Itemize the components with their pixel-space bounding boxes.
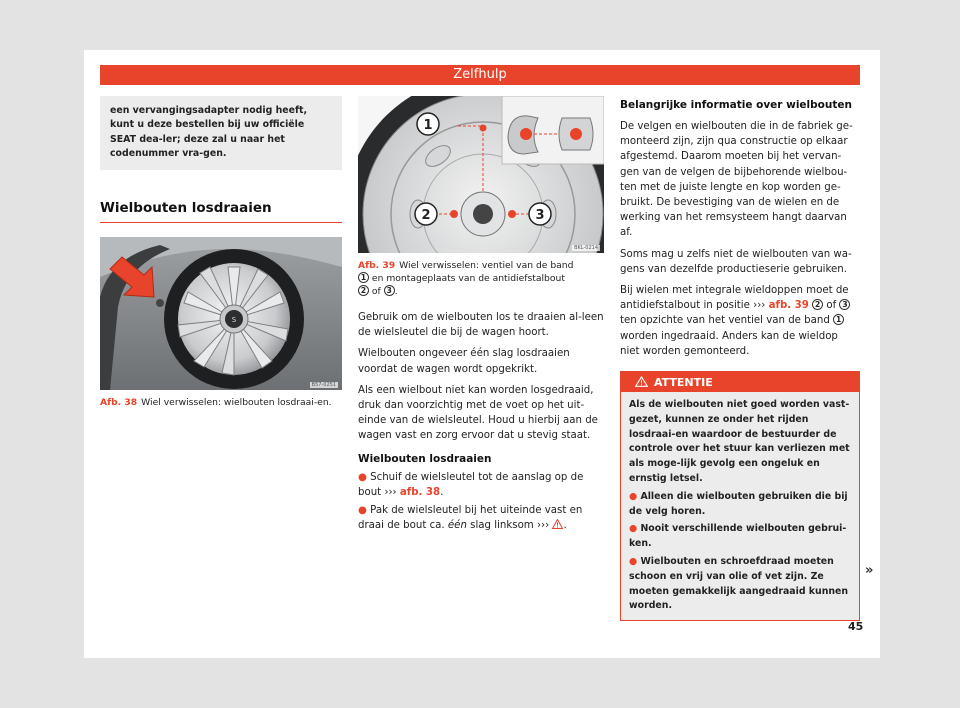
figure-code: B57-0251 xyxy=(311,381,336,388)
callout-3: 3 xyxy=(839,299,850,310)
warning-header xyxy=(621,372,859,392)
note-box: een vervangingsadapter nodig heeft, kunt u deze bestellen bij uw officiële SEAT dea-ler; deze zal u naar het codenummer vra-gen. xyxy=(100,96,342,170)
paragraph-text: worden ingedraaid. Anders kan de wieldop niet worden gemonteerd. xyxy=(620,330,838,357)
figure-label: Afb. 39 xyxy=(358,260,396,271)
paragraph: Wielbouten ongeveer één slag losdraaien voordat de wagen wordt opgekrikt. xyxy=(358,348,570,375)
section-title: Wielbouten losdraaien xyxy=(100,200,342,223)
warning-body xyxy=(621,392,859,620)
figure-code: BKL-0214 xyxy=(574,245,598,251)
reference-arrows: ››› xyxy=(384,486,397,498)
bullet-icon: ● xyxy=(358,471,367,483)
caption-text: Wiel verwisselen: wielbouten losdraai-en. xyxy=(141,396,332,408)
list-item: ● Pak de wielsleutel bij het uiteinde vast en draai de bout ca. één slag linksom ››› . xyxy=(358,505,583,532)
warning-item-text: Wielbouten en schroefdraad moeten schoon en vrij van olie of vet zijn. Ze moeten gemakkelijk aangedraaid kunnen worden. xyxy=(629,556,849,612)
wheel-photo-illustration xyxy=(100,237,342,390)
reference-arrows: ››› xyxy=(753,300,766,312)
figure-label: Afb. 38 xyxy=(100,396,138,408)
paragraph: Soms mag u zelfs niet de wielbouten van wa-gens van dezelfde productieserie gebruiken. xyxy=(620,248,852,275)
warning-item xyxy=(629,490,853,520)
bullet-icon: ● xyxy=(358,505,367,517)
warning-item xyxy=(629,522,853,552)
callout-3: 3 xyxy=(384,285,395,296)
warning-intro: Als de wielbouten niet goed worden vast-gezet, kunnen ze onder het rijden losdraai-en waardoor de bestuurder de controle over het stuur kan verliezen met als moge-lijk gevolg een ongeluk en ernstig letsel. xyxy=(629,399,850,485)
paragraph: Gebruik om de wielbouten los te draaien al-leen de wielsleutel die bij de wagen hoort. xyxy=(358,312,604,339)
warning-box xyxy=(620,371,860,621)
rim-label: 3 xyxy=(535,208,545,223)
callout-1: 1 xyxy=(833,314,844,325)
header-bar: Zelfhulp xyxy=(100,65,860,85)
warning-icon[interactable] xyxy=(552,520,563,531)
right-column xyxy=(620,96,860,621)
emphasis: één xyxy=(447,520,467,532)
reference-arrows: ››› xyxy=(536,520,550,532)
subheading: Belangrijke informatie over wielbouten xyxy=(620,99,852,111)
list-item-text: slag linksom xyxy=(470,520,534,532)
list-item-text: Schuif de wielsleutel tot de aanslag op de bout xyxy=(358,471,584,498)
paragraph xyxy=(620,283,860,359)
caption-text: Wiel verwisselen: ventiel van de band xyxy=(399,260,574,271)
figure-38 xyxy=(100,237,342,390)
warning-item-text: Nooit verschillende wielbouten gebrui-ken. xyxy=(629,523,847,550)
callout-2: 2 xyxy=(812,299,823,310)
caption-of: of xyxy=(371,286,381,297)
page-number: 45 xyxy=(848,620,864,633)
paragraph-of: of xyxy=(826,300,837,312)
paragraph-text: ten opzichte van het ventiel van de band xyxy=(620,315,830,327)
middle-column xyxy=(358,96,604,533)
caption-text: en montageplaats van de antidiefstalbout xyxy=(371,273,565,284)
paragraph-text: Bij wielen met integrale wieldoppen moet de antidiefstalbout in positie xyxy=(620,285,849,312)
bullet-icon: ● xyxy=(629,490,641,502)
figure-39 xyxy=(358,96,604,253)
paragraph: Als een wielbout niet kan worden losgedraaid, druk dan voorzichtig met de voet op het uit-einde van de wielsleutel. Houd u hierbij aan de wagen vast en zorg ervoor dat u stevig staat. xyxy=(358,384,598,442)
bullet-icon: ● xyxy=(629,523,641,535)
callout-2: 2 xyxy=(358,285,369,296)
figure-link[interactable]: afb. 39 xyxy=(768,300,809,312)
list-item: ● Schuif de wielsleutel tot de aanslag op de bout ››› afb. 38. xyxy=(358,471,584,498)
rim-diagram-illustration xyxy=(358,96,604,253)
paragraph: De velgen en wielbouten die in de fabriek ge-monteerd zijn, zijn qua constructie op elkaar afgestemd. Daarom moeten bij het vervan-gen van de velgen de bijbehorende wielbou-ten met de juiste lengte en kop worden ge-bruikt. De bevestiging van de wielen en de werking van het remsysteem hangt daarvan af. xyxy=(620,121,853,239)
figure-39-caption: Afb. 39 Wiel verwisselen: ventiel van de band 1 en montageplaats van de antidiefstalbout 2 of 3 . xyxy=(358,260,574,297)
continue-marker: » xyxy=(865,563,874,578)
warning-triangle-icon xyxy=(635,376,654,389)
bullet-icon: ● xyxy=(629,556,641,568)
warning-item-text: Alleen die wielbouten gebruiken die bij de velg horen. xyxy=(629,490,848,517)
figure-link[interactable]: afb. 38 xyxy=(399,486,441,498)
left-column xyxy=(100,96,342,409)
rim-label: 1 xyxy=(423,118,433,133)
figure-38-caption xyxy=(100,396,342,409)
subheading: Wielbouten losdraaien xyxy=(358,452,492,465)
rim-label: 2 xyxy=(421,208,431,223)
list-item-text: Pak de wielsleutel bij het uiteinde vast en draai de bout ca. xyxy=(358,505,583,532)
warning-item xyxy=(629,555,853,614)
svg-text:S: S xyxy=(231,315,237,324)
warning-title: ATTENTIE xyxy=(654,376,713,390)
callout-1: 1 xyxy=(358,272,369,283)
